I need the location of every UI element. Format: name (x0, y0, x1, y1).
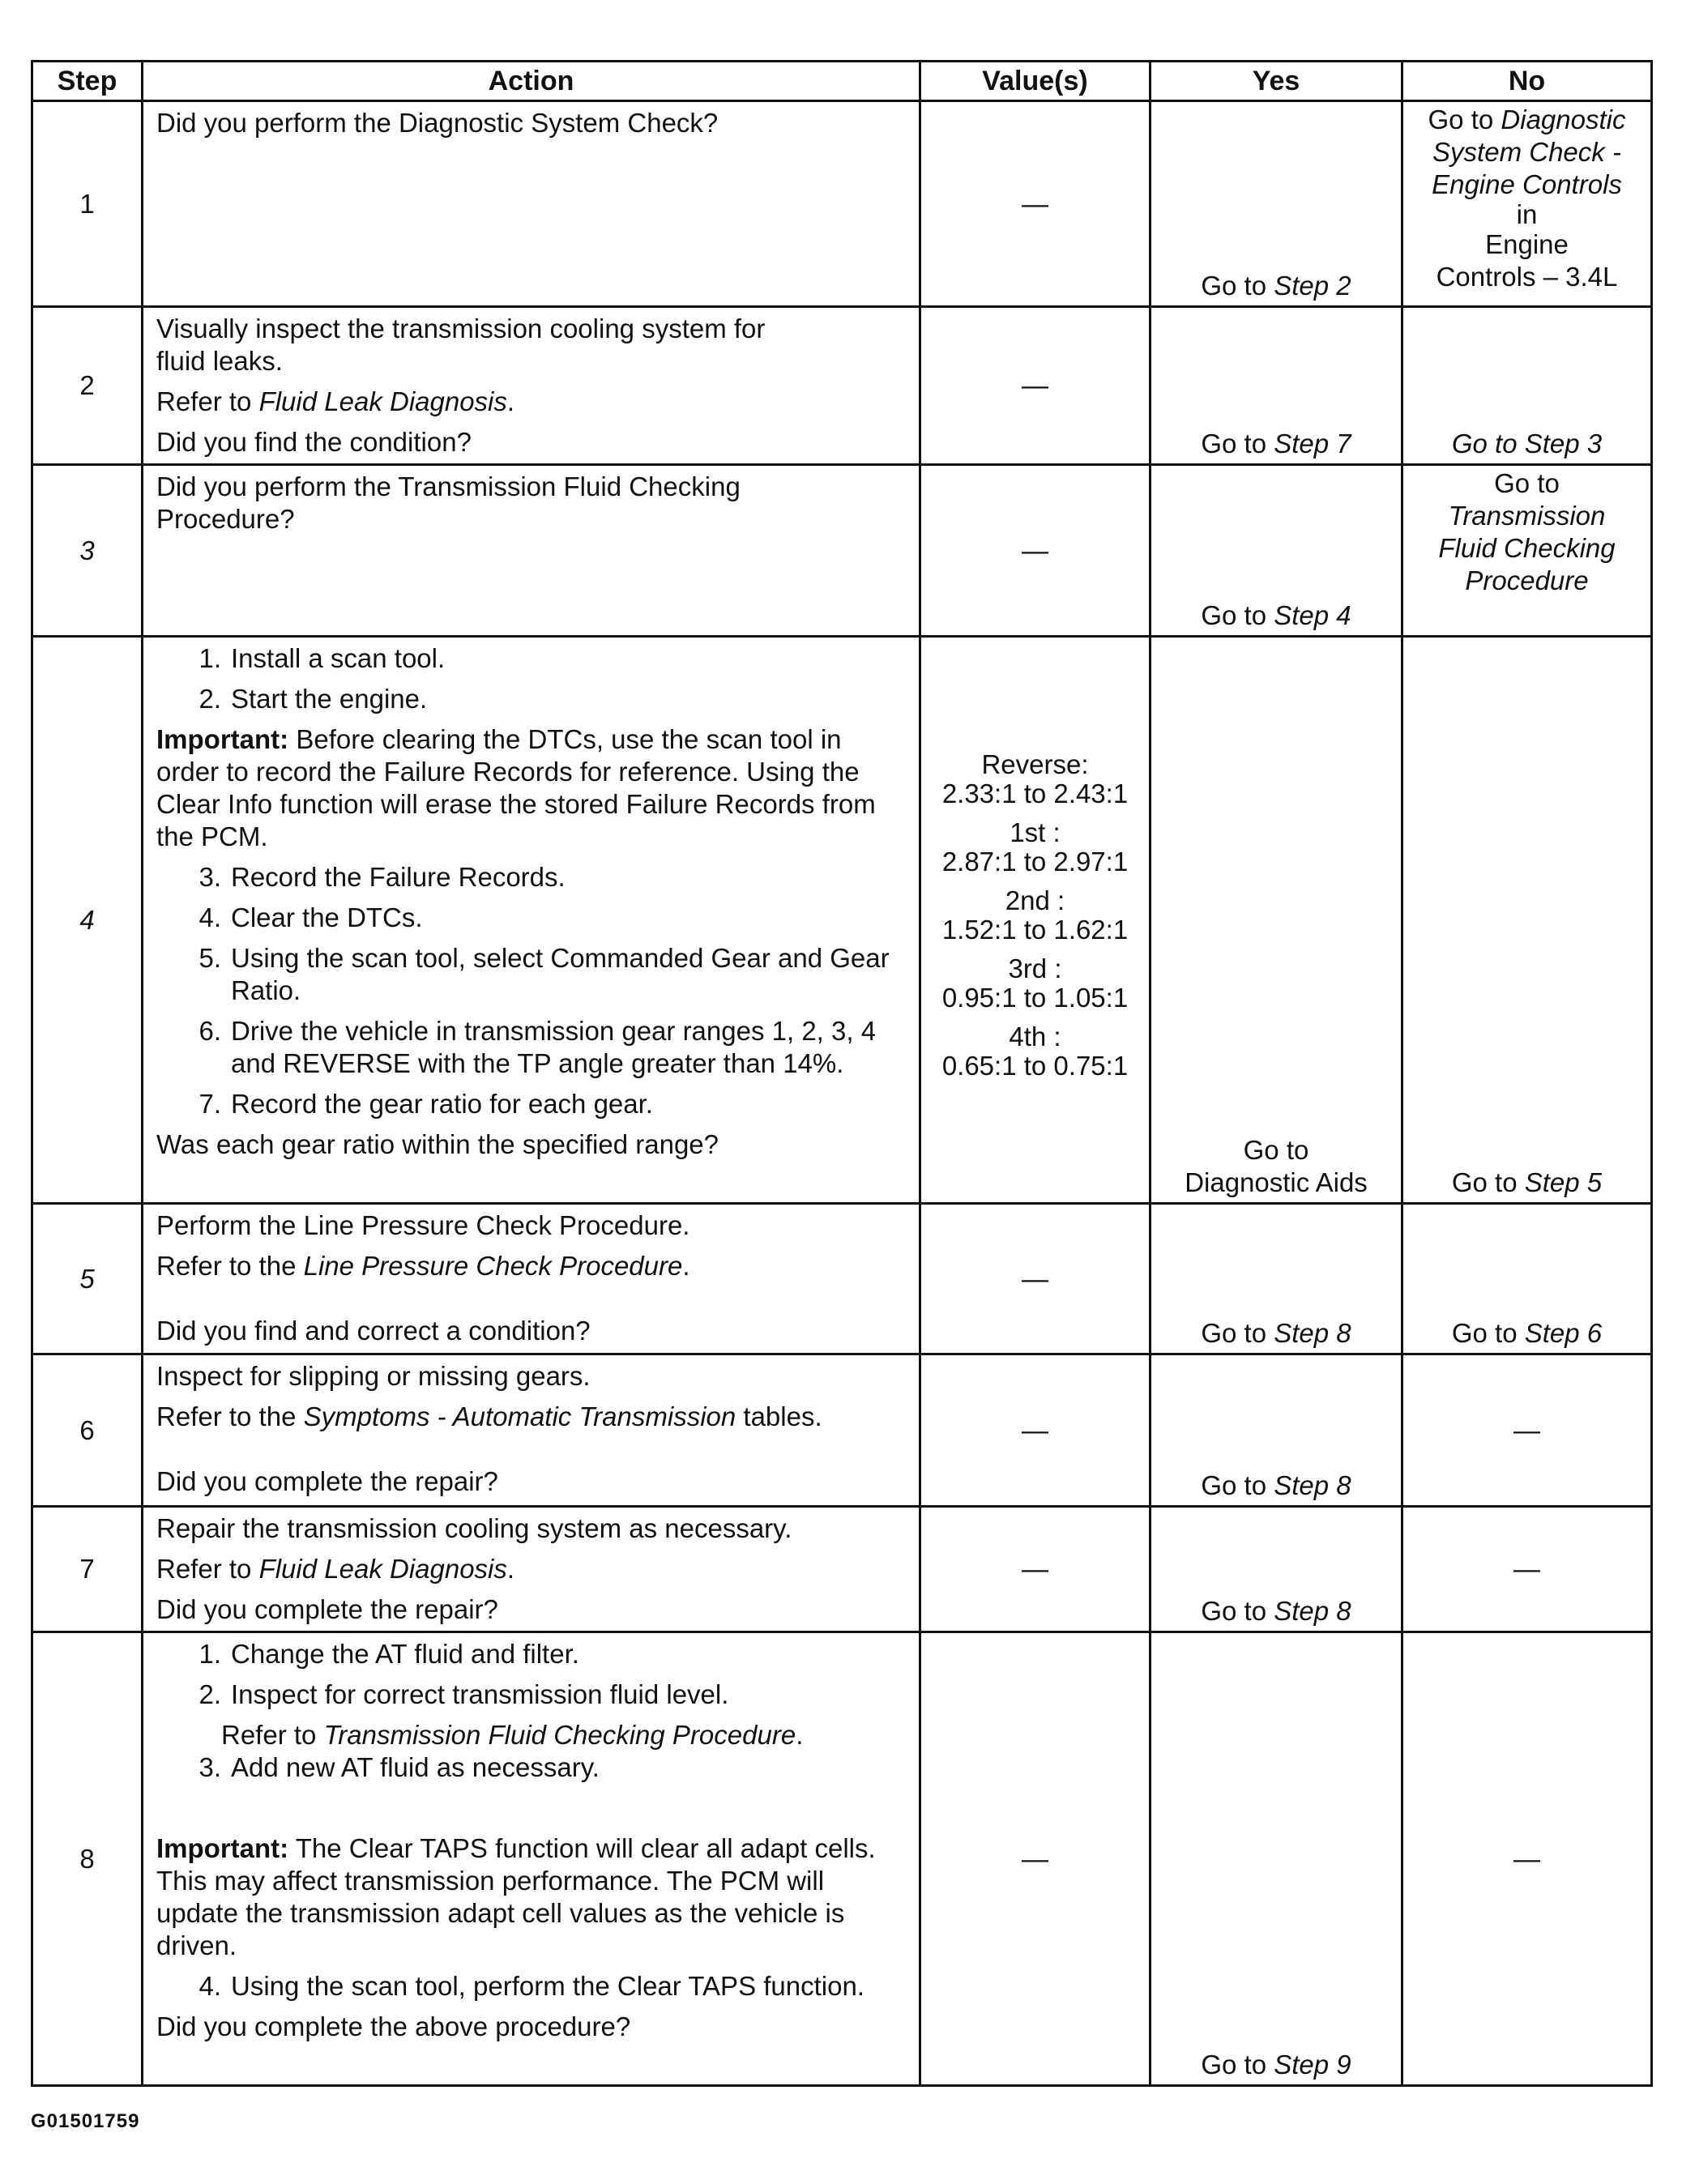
yes-link-text: Go to Step 8 (1201, 1470, 1351, 1500)
yes-link-text: Go to Step 8 (1201, 1318, 1351, 1348)
list-item: 7. Record the gear ratio for each gear. (199, 1089, 653, 1119)
action-cell (143, 637, 920, 1204)
gear-value: 3rd : 0.95:1 to 1.05:1 (941, 953, 1129, 1013)
yes-cell (1151, 1507, 1402, 1632)
value-cell: — (920, 101, 1151, 307)
refer-text: Refer to the Symptoms - Automatic Transmission tables. (156, 1401, 822, 1431)
gear-value: Reverse: 2.33:1 to 2.43:1 (941, 749, 1129, 808)
header-no: No (1402, 62, 1652, 101)
no-link-text: Go to Transmission Fluid Checking Procedure (1438, 468, 1616, 595)
yes-cell (1151, 637, 1402, 1204)
action-cell (143, 1507, 920, 1632)
list-item: 1. Change the AT fluid and filter. (199, 1639, 579, 1669)
document-code: G01501759 (31, 2110, 140, 2132)
list-item: 3. Record the Failure Records. (199, 862, 566, 892)
no-cell (1402, 465, 1652, 637)
action-text: Inspect for slipping or missing gears. (156, 1361, 591, 1391)
no-link-text: Go to Diagnostic System Check - Engine Controls in Engine Controls – 3.4L (1428, 105, 1626, 292)
list-item: 4. Using the scan tool, perform the Clear TAPS function. (199, 1971, 864, 2001)
table-header-row (32, 62, 1652, 101)
no-cell (1402, 637, 1652, 1204)
table-row-step-1 (32, 101, 1652, 307)
action-text: Repair the transmission cooling system as necessary. (156, 1513, 792, 1543)
gear-value: 4th : 0.65:1 to 0.75:1 (941, 1021, 1129, 1081)
no-cell (1402, 1507, 1652, 1632)
action-cell (143, 1354, 920, 1507)
no-cell (1402, 1354, 1652, 1507)
yes-link-text: Go to Step 4 (1201, 600, 1351, 630)
list-item: 4. Clear the DTCs. (199, 902, 423, 932)
question-text: Did you complete the repair? (156, 1466, 498, 1496)
no-cell (1402, 307, 1652, 465)
header-yes: Yes (1151, 62, 1402, 101)
yes-link-text: Go to Diagnostic Aids (1185, 1135, 1368, 1197)
refer-text: Refer to the Line Pressure Check Procedure. (156, 1251, 690, 1281)
no-dash: — (1513, 1554, 1540, 1584)
question-text: Did you find the condition? (156, 427, 472, 457)
diagnostic-table (31, 60, 1653, 2087)
yes-cell (1151, 1632, 1402, 2086)
value-cell: — (920, 307, 1151, 465)
list-item: 5. Using the scan tool, select Commanded Gear and Gear Ratio. (199, 943, 890, 1005)
question-text: Did you complete the above procedure? (156, 2011, 631, 2041)
yes-link-text: Go to Step 9 (1201, 2050, 1351, 2079)
action-cell (143, 465, 920, 637)
action-cell (143, 101, 920, 307)
no-link-text: Go to Step 6 (1451, 1318, 1603, 1348)
step-number: 8 (32, 1632, 143, 2086)
table-row-step-6 (32, 1354, 1652, 1507)
yes-link-text: Go to Step 2 (1201, 271, 1351, 301)
step-number: 6 (32, 1354, 143, 1507)
value-cell (920, 637, 1151, 1204)
question-text: Did you complete the repair? (156, 1594, 498, 1624)
refer-text: Refer to Fluid Leak Diagnosis. (156, 1554, 515, 1584)
action-text: Visually inspect the transmission cooling system for fluid leaks. (156, 314, 766, 376)
yes-cell (1151, 1204, 1402, 1354)
no-dash: — (1513, 1843, 1540, 1874)
yes-cell (1151, 101, 1402, 307)
table-row-step-5 (32, 1204, 1652, 1354)
header-action: Action (143, 62, 920, 101)
gear-value: 2nd : 1.52:1 to 1.62:1 (941, 885, 1129, 945)
value-cell: — (920, 1632, 1151, 2086)
no-link-text: Go to Step 3 (1451, 429, 1603, 459)
no-dash: — (1513, 1414, 1540, 1445)
important-note: Important: Before clearing the DTCs, use the scan tool in order to record the Failure Records for reference. Using the Clear Info function will erase the stored Failure Records from the PCM. (156, 724, 876, 851)
table-row-step-8 (32, 1632, 1652, 2086)
no-cell (1402, 101, 1652, 307)
value-cell: — (920, 1204, 1151, 1354)
refer-text: Refer to Transmission Fluid Checking Procedure. (221, 1720, 804, 1750)
header-step: Step (32, 62, 143, 101)
no-cell (1402, 1632, 1652, 2086)
action-cell (143, 307, 920, 465)
yes-link-text: Go to Step 8 (1201, 1596, 1351, 1626)
list-item: 1. Install a scan tool. (199, 643, 446, 673)
list-item: 2. Inspect for correct transmission fluid level. (199, 1679, 729, 1709)
step-number: 7 (32, 1507, 143, 1632)
step-number: 4 (32, 637, 143, 1204)
value-cell: — (920, 1354, 1151, 1507)
header-values: Value(s) (920, 62, 1151, 101)
action-text: Did you perform the Diagnostic System Check? (156, 108, 719, 138)
list-item: 2. Start the engine. (199, 684, 428, 714)
step-number: 1 (32, 101, 143, 307)
yes-link-text: Go to Step 7 (1201, 429, 1351, 459)
yes-cell (1151, 307, 1402, 465)
action-cell (143, 1204, 920, 1354)
step-number: 5 (32, 1204, 143, 1354)
list-item: 3. Add new AT fluid as necessary. (199, 1752, 600, 1782)
list-item: 6. Drive the vehicle in transmission gear ranges 1, 2, 3, 4 and REVERSE with the TP angle greater than 14%. (199, 1016, 877, 1078)
important-note: Important: The Clear TAPS function will clear all adapt cells. This may affect transmission performance. The PCM will update the transmission adapt cell values as the vehicle is driven. (156, 1833, 876, 1960)
yes-cell (1151, 1354, 1402, 1507)
no-cell (1402, 1204, 1652, 1354)
no-link-text: Go to Step 5 (1451, 1167, 1603, 1197)
action-text: Did you perform the Transmission Fluid Checking Procedure? (156, 471, 741, 534)
action-text: Perform the Line Pressure Check Procedure. (156, 1210, 690, 1240)
table-row-step-3 (32, 465, 1652, 637)
question-text: Was each gear ratio within the specified range? (156, 1129, 719, 1159)
value-cell: — (920, 465, 1151, 637)
table-row-step-4 (32, 637, 1652, 1204)
refer-text: Refer to Fluid Leak Diagnosis. (156, 386, 515, 416)
step-number: 3 (32, 465, 143, 637)
value-cell: — (920, 1507, 1151, 1632)
yes-cell (1151, 465, 1402, 637)
table-row-step-7 (32, 1507, 1652, 1632)
question-text: Did you find and correct a condition? (156, 1316, 591, 1346)
table-row-step-2 (32, 307, 1652, 465)
gear-value: 1st : 2.87:1 to 2.97:1 (941, 817, 1129, 877)
action-cell (143, 1632, 920, 2086)
step-number: 2 (32, 307, 143, 465)
